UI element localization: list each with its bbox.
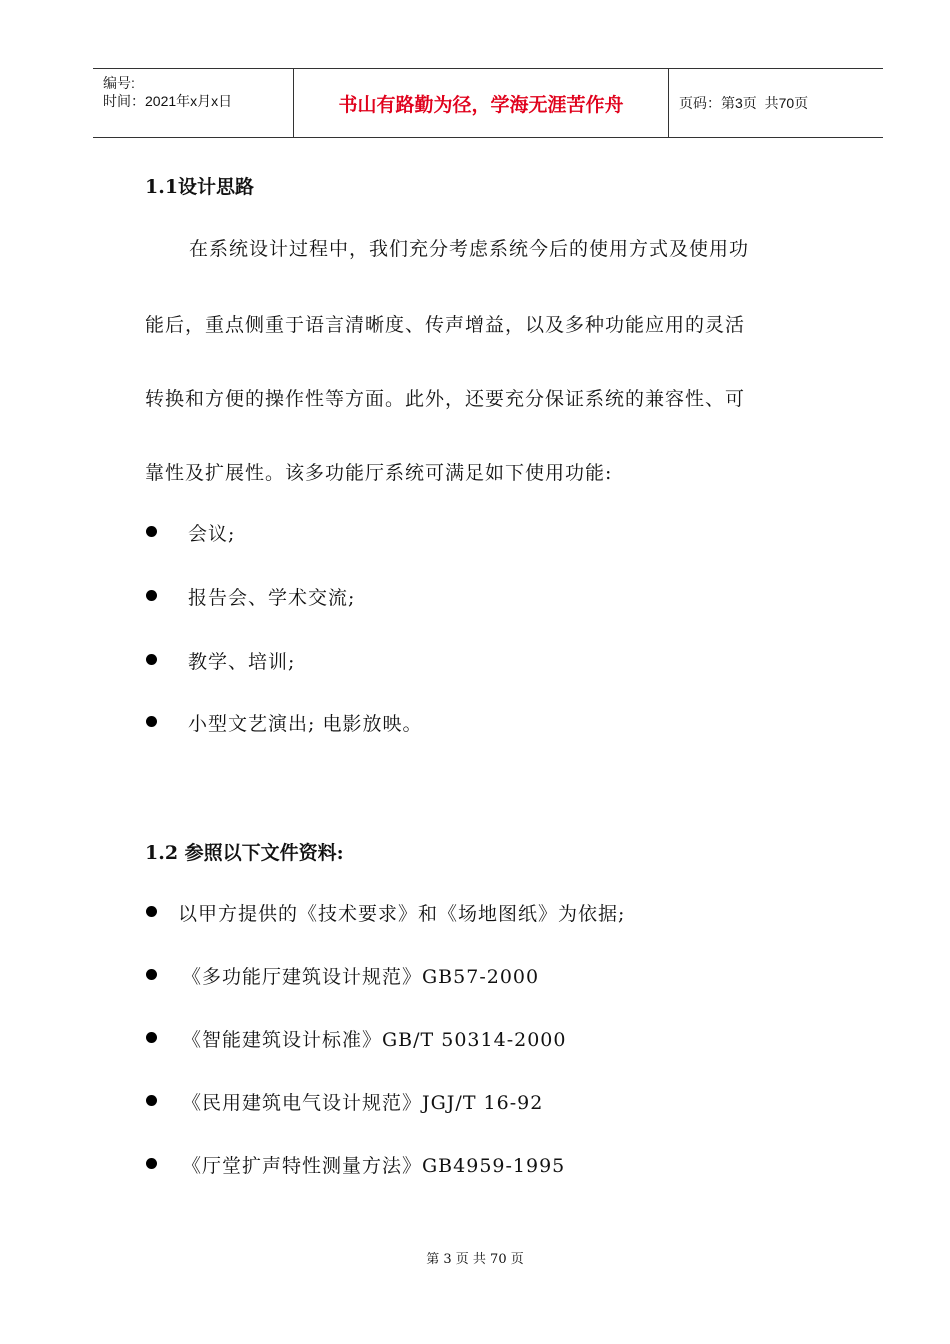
list-item: 《民用建筑电气设计规范》JGJ/T 16-92 [182, 1092, 544, 1114]
list-item: 《智能建筑设计标准》GB/T 50314-2000 [182, 1029, 567, 1051]
bullet-icon [146, 590, 157, 601]
bullet-icon [146, 654, 157, 665]
list-item: 《厅堂扩声特性测量方法》GB4959-1995 [182, 1155, 566, 1177]
list-item: 小型文艺演出; 电影放映。 [188, 713, 423, 735]
page-info: 页码：第3页 共70页 [679, 95, 809, 111]
bullet-icon [146, 906, 157, 917]
header-meta-cell [93, 69, 294, 137]
list-item: 会议; [188, 523, 236, 545]
page-header [93, 68, 883, 138]
paragraph-line: 靠性及扩展性。该多功能厅系统可满足如下使用功能: [145, 462, 613, 484]
bullet-icon [146, 526, 157, 537]
header-motto: 书山有路勤为径，学海无涯苦作舟 [294, 69, 669, 137]
section-heading-1-2: 1.2 参照以下文件资料: [145, 842, 344, 864]
bullet-icon [146, 1032, 157, 1043]
list-item: 《多功能厅建筑设计规范》GB57-2000 [182, 966, 540, 988]
code-label: 编号: [103, 75, 135, 91]
list-item: 以甲方提供的《技术要求》和《场地图纸》为依据; [178, 903, 626, 925]
list-item: 教学、培训; [188, 651, 296, 673]
paragraph-line: 能后，重点侧重于语言清晰度、传声增益，以及多种功能应用的灵活 [145, 314, 746, 336]
header-page-info-cell [669, 69, 883, 137]
bullet-icon [146, 1158, 157, 1169]
section-heading-1-1: 1.1设计思路 [145, 176, 255, 198]
time-label: 时间：2021年x月x日 [103, 93, 233, 109]
bullet-icon [146, 1095, 157, 1106]
paragraph-line: 在系统设计过程中，我们充分考虑系统今后的使用方式及使用功 [189, 238, 750, 260]
bullet-icon [146, 716, 157, 727]
paragraph-line: 转换和方便的操作性等方面。此外，还要充分保证系统的兼容性、可 [145, 388, 746, 410]
list-item: 报告会、学术交流; [188, 587, 356, 609]
bullet-icon [146, 969, 157, 980]
page-footer: 第 3 页 共 70 页 [426, 1252, 524, 1267]
